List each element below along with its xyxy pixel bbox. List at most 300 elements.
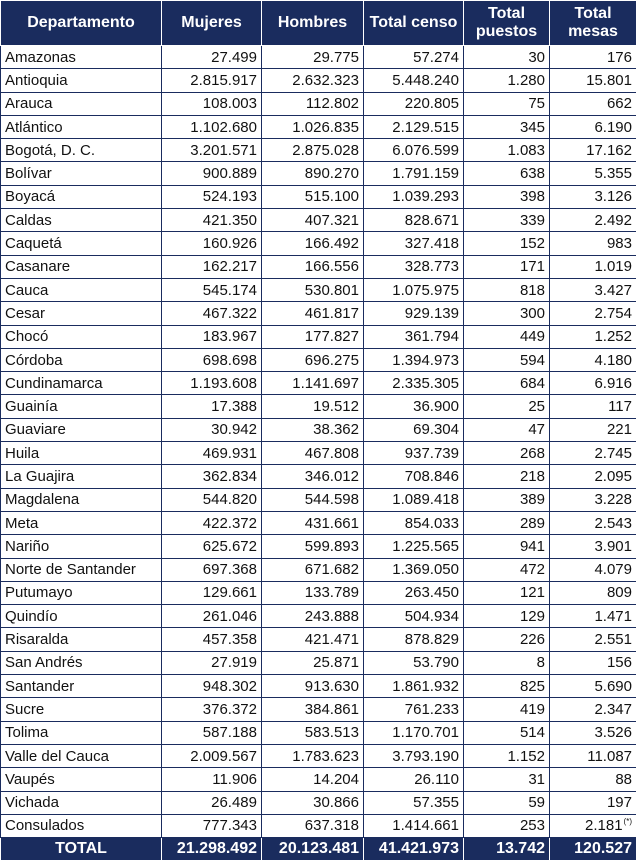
table-row — [1, 139, 636, 162]
cell-hombres — [262, 744, 364, 767]
table-row — [1, 418, 636, 441]
cell-hombres — [262, 372, 364, 395]
cell-total-mesas — [550, 465, 636, 488]
table-row — [1, 372, 636, 395]
cell-mujeres-value: 30.942 — [211, 421, 257, 438]
cell-departamento — [1, 581, 162, 604]
cell-hombres — [262, 278, 364, 301]
cell-total-censo — [364, 185, 464, 208]
cell-hombres — [262, 628, 364, 651]
cell-total-censo — [364, 675, 464, 698]
cell-total-puestos — [464, 768, 550, 791]
cell-total-puestos — [464, 651, 550, 674]
cell-total-censo-value: 1.394.973 — [392, 352, 459, 369]
cell-hombres-value: 467.808 — [305, 445, 359, 462]
total-label: TOTAL — [1, 838, 162, 861]
cell-total-mesas — [550, 581, 636, 604]
cell-hombres — [262, 511, 364, 534]
cell-departamento-value: Guaviare — [5, 421, 66, 438]
cell-hombres-value: 913.630 — [305, 678, 359, 695]
cell-departamento-value: Guainía — [5, 398, 58, 415]
cell-mujeres — [162, 442, 262, 465]
table-row — [1, 535, 636, 558]
cell-total-mesas — [550, 302, 636, 325]
table-row — [1, 581, 636, 604]
cell-departamento — [1, 605, 162, 628]
cell-hombres-value: 384.861 — [305, 701, 359, 718]
cell-total-puestos-value: 25 — [528, 398, 545, 415]
cell-total-censo-value: 937.739 — [405, 445, 459, 462]
cell-departamento-value: Consulados — [5, 817, 84, 834]
cell-mujeres-value: 697.368 — [203, 561, 257, 578]
cell-mujeres-value: 1.193.608 — [190, 375, 257, 392]
cell-total-puestos — [464, 465, 550, 488]
cell-total-puestos — [464, 418, 550, 441]
cell-hombres — [262, 581, 364, 604]
cell-total-puestos-value: 1.152 — [507, 748, 545, 765]
cell-hombres — [262, 209, 364, 232]
cell-total-mesas-value: 2.095 — [594, 468, 632, 485]
cell-departamento — [1, 232, 162, 255]
cell-hombres-value: 177.827 — [305, 328, 359, 345]
cell-hombres — [262, 675, 364, 698]
cell-departamento — [1, 791, 162, 814]
col-header-total-mesas: Total mesas — [550, 1, 636, 46]
cell-total-mesas-value: 11.087 — [587, 748, 632, 765]
cell-departamento-value: Putumayo — [5, 584, 73, 601]
table-row — [1, 488, 636, 511]
cell-departamento-value: Caquetá — [5, 235, 62, 252]
cell-total-puestos-value: 398 — [520, 188, 545, 205]
cell-total-puestos-value: 638 — [520, 165, 545, 182]
cell-total-censo-value: 69.304 — [413, 421, 459, 438]
cell-mujeres-value: 261.046 — [203, 608, 257, 625]
cell-mujeres — [162, 302, 262, 325]
cell-mujeres-value: 17.388 — [211, 398, 257, 415]
cell-total-censo — [364, 488, 464, 511]
cell-total-censo-value: 708.846 — [405, 468, 459, 485]
cell-hombres-value: 346.012 — [305, 468, 359, 485]
table-body — [1, 46, 636, 838]
cell-total-censo — [364, 581, 464, 604]
cell-total-puestos — [464, 581, 550, 604]
cell-departamento — [1, 115, 162, 138]
cell-hombres-value: 696.275 — [305, 352, 359, 369]
cell-hombres-value: 407.321 — [305, 212, 359, 229]
table-row — [1, 232, 636, 255]
cell-total-puestos-value: 941 — [520, 538, 545, 555]
cell-total-mesas-value: 6.916 — [594, 375, 632, 392]
cell-total-mesas-value: 15.801 — [586, 72, 632, 89]
cell-mujeres-value: 27.919 — [211, 654, 257, 671]
cell-departamento-value: Atlántico — [5, 119, 63, 136]
cell-hombres-value: 544.598 — [305, 491, 359, 508]
cell-hombres — [262, 535, 364, 558]
cell-total-mesas-value: 117 — [608, 398, 632, 415]
cell-hombres-value: 1.141.697 — [292, 375, 359, 392]
cell-total-puestos-value: 684 — [520, 375, 545, 392]
cell-mujeres — [162, 115, 262, 138]
cell-hombres-value: 2.875.028 — [292, 142, 359, 159]
cell-total-puestos-value: 129 — [520, 608, 545, 625]
cell-departamento — [1, 535, 162, 558]
cell-mujeres-value: 698.698 — [203, 352, 257, 369]
cell-total-puestos-value: 339 — [520, 212, 545, 229]
cell-total-puestos — [464, 185, 550, 208]
cell-departamento — [1, 558, 162, 581]
cell-total-censo-value: 26.110 — [414, 771, 459, 788]
cell-total-mesas — [550, 488, 636, 511]
cell-total-mesas — [550, 325, 636, 348]
cell-departamento-value: Casanare — [5, 258, 70, 275]
cell-total-puestos — [464, 162, 550, 185]
col-header-departamento: Departamento — [1, 1, 162, 46]
cell-hombres — [262, 721, 364, 744]
cell-mujeres — [162, 535, 262, 558]
cell-total-mesas-value: 1.252 — [594, 328, 632, 345]
cell-mujeres — [162, 814, 262, 837]
cell-total-censo-value: 878.829 — [405, 631, 459, 648]
cell-departamento — [1, 348, 162, 371]
header-row — [1, 1, 636, 46]
cell-hombres-value: 166.492 — [305, 235, 359, 252]
cell-total-mesas-value: 1.471 — [594, 608, 632, 625]
cell-total-mesas — [550, 675, 636, 698]
cell-hombres — [262, 395, 364, 418]
cell-hombres-value: 583.513 — [305, 724, 359, 741]
cell-mujeres-value: 948.302 — [203, 678, 257, 695]
cell-mujeres-value: 587.188 — [203, 724, 257, 741]
cell-total-censo — [364, 605, 464, 628]
cell-total-censo — [364, 814, 464, 837]
cell-total-censo-value: 57.355 — [413, 794, 459, 811]
cell-hombres-value: 29.775 — [313, 49, 359, 66]
cell-departamento — [1, 511, 162, 534]
cell-total-mesas — [550, 372, 636, 395]
cell-departamento — [1, 139, 162, 162]
cell-total-mesas-value: 2.543 — [594, 515, 632, 532]
cell-total-mesas — [550, 721, 636, 744]
cell-hombres-value: 1.783.623 — [292, 748, 359, 765]
cell-mujeres-value: 3.201.571 — [190, 142, 257, 159]
cell-mujeres-value: 457.358 — [203, 631, 257, 648]
cell-hombres-value: 133.789 — [305, 584, 359, 601]
cell-departamento — [1, 651, 162, 674]
cell-mujeres — [162, 581, 262, 604]
cell-departamento-value: Arauca — [5, 95, 53, 112]
cell-total-censo-value: 1.861.932 — [392, 678, 459, 695]
cell-mujeres — [162, 605, 262, 628]
cell-total-censo-value: 2.335.305 — [392, 375, 459, 392]
cell-total-censo-value: 828.671 — [405, 212, 459, 229]
cell-total-censo — [364, 115, 464, 138]
cell-total-mesas-value: 2.492 — [594, 212, 632, 229]
cell-total-censo — [364, 255, 464, 278]
cell-mujeres-value: 2.009.567 — [190, 748, 257, 765]
table-row — [1, 92, 636, 115]
cell-total-censo-value: 1.225.565 — [392, 538, 459, 555]
total-censo: 41.421.973 — [364, 838, 464, 861]
cell-mujeres — [162, 395, 262, 418]
cell-total-censo-value: 220.805 — [405, 95, 459, 112]
cell-total-puestos-value: 594 — [520, 352, 545, 369]
table-row — [1, 325, 636, 348]
table-row — [1, 255, 636, 278]
table-row — [1, 162, 636, 185]
cell-hombres — [262, 348, 364, 371]
table-row — [1, 605, 636, 628]
cell-total-puestos-value: 419 — [520, 701, 545, 718]
cell-hombres — [262, 162, 364, 185]
table-row — [1, 46, 636, 69]
cell-total-puestos-value: 1.083 — [507, 142, 545, 159]
cell-departamento — [1, 744, 162, 767]
cell-departamento-value: Vaupés — [5, 771, 55, 788]
table-row — [1, 628, 636, 651]
cell-total-censo — [364, 558, 464, 581]
cell-mujeres-value: 900.889 — [203, 165, 257, 182]
cell-hombres — [262, 325, 364, 348]
cell-total-puestos — [464, 511, 550, 534]
cell-hombres — [262, 442, 364, 465]
cell-total-mesas — [550, 185, 636, 208]
cell-total-mesas — [550, 651, 636, 674]
total-hombres: 20.123.481 — [262, 838, 364, 861]
cell-mujeres-value: 544.820 — [203, 491, 257, 508]
cell-mujeres — [162, 46, 262, 69]
cell-total-mesas — [550, 535, 636, 558]
cell-total-mesas — [550, 69, 636, 92]
cell-total-mesas — [550, 92, 636, 115]
cell-total-puestos-value: 289 — [520, 515, 545, 532]
cell-total-puestos-value: 47 — [528, 421, 545, 438]
cell-total-puestos-value: 1.280 — [507, 72, 545, 89]
cell-total-censo — [364, 768, 464, 791]
cell-total-mesas — [550, 255, 636, 278]
cell-total-puestos — [464, 372, 550, 395]
cell-hombres-value: 166.556 — [305, 258, 359, 275]
cell-departamento — [1, 488, 162, 511]
total-mujeres: 21.298.492 — [162, 838, 262, 861]
cell-total-mesas-value: 5.355 — [594, 165, 632, 182]
cell-departamento — [1, 255, 162, 278]
cell-mujeres — [162, 744, 262, 767]
cell-departamento-value: Valle del Cauca — [5, 748, 109, 765]
cell-mujeres — [162, 232, 262, 255]
cell-departamento — [1, 46, 162, 69]
cell-departamento-value: Córdoba — [5, 352, 63, 369]
col-header-hombres: Hombres — [262, 1, 364, 46]
cell-mujeres-value: 524.193 — [203, 188, 257, 205]
cell-total-mesas — [550, 418, 636, 441]
footnote-marker: (*) — [624, 817, 632, 826]
cell-total-puestos-value: 268 — [520, 445, 545, 462]
col-header-mujeres: Mujeres — [162, 1, 262, 46]
cell-departamento-value: Cauca — [5, 282, 48, 299]
cell-total-puestos-value: 152 — [520, 235, 545, 252]
cell-departamento-value: Tolima — [5, 724, 48, 741]
cell-total-puestos-value: 472 — [520, 561, 545, 578]
cell-total-puestos-value: 818 — [520, 282, 545, 299]
cell-departamento-value: Cundinamarca — [5, 375, 103, 392]
cell-total-mesas-value: 156 — [607, 654, 632, 671]
table-row — [1, 395, 636, 418]
cell-departamento-value: San Andrés — [5, 654, 83, 671]
col-header-total-puestos: Total puestos — [464, 1, 550, 46]
cell-total-censo-value: 6.076.599 — [392, 142, 459, 159]
cell-mujeres — [162, 628, 262, 651]
cell-total-censo-value: 1.369.050 — [392, 561, 459, 578]
cell-total-mesas-value: 2.551 — [594, 631, 632, 648]
cell-total-censo-value: 2.129.515 — [392, 119, 459, 136]
cell-total-mesas — [550, 209, 636, 232]
cell-total-mesas — [550, 278, 636, 301]
cell-departamento-value: Bogotá, D. C. — [5, 142, 95, 159]
cell-total-puestos-value: 59 — [528, 794, 545, 811]
cell-total-censo-value: 327.418 — [405, 235, 459, 252]
cell-hombres — [262, 302, 364, 325]
cell-mujeres-value: 160.926 — [203, 235, 257, 252]
table-row — [1, 744, 636, 767]
cell-departamento-value: Bolívar — [5, 165, 52, 182]
cell-total-censo-value: 53.790 — [413, 654, 459, 671]
cell-hombres — [262, 69, 364, 92]
cell-hombres — [262, 698, 364, 721]
cell-total-puestos-value: 514 — [520, 724, 545, 741]
cell-total-censo — [364, 209, 464, 232]
table-row — [1, 302, 636, 325]
cell-departamento-value: Cesar — [5, 305, 45, 322]
cell-hombres-value: 19.512 — [313, 398, 359, 415]
cell-departamento-value: Quindío — [5, 608, 58, 625]
cell-total-mesas — [550, 511, 636, 534]
cell-mujeres — [162, 675, 262, 698]
cell-total-mesas — [550, 395, 636, 418]
cell-mujeres-value: 11.906 — [212, 771, 257, 788]
cell-total-puestos-value: 253 — [520, 817, 545, 834]
cell-hombres-value: 14.204 — [313, 771, 359, 788]
cell-mujeres — [162, 768, 262, 791]
total-mesas: 120.527 — [550, 838, 636, 861]
cell-mujeres — [162, 162, 262, 185]
cell-total-censo — [364, 698, 464, 721]
cell-total-mesas — [550, 814, 636, 837]
cell-total-puestos — [464, 558, 550, 581]
cell-total-puestos — [464, 46, 550, 69]
cell-total-puestos — [464, 698, 550, 721]
cell-departamento-value: Meta — [5, 515, 38, 532]
cell-mujeres-value: 376.372 — [203, 701, 257, 718]
table-row — [1, 651, 636, 674]
cell-mujeres-value: 421.350 — [203, 212, 257, 229]
cell-hombres — [262, 465, 364, 488]
cell-total-puestos — [464, 232, 550, 255]
cell-total-censo — [364, 302, 464, 325]
table-row — [1, 558, 636, 581]
table-row — [1, 698, 636, 721]
cell-mujeres — [162, 465, 262, 488]
cell-total-mesas — [550, 558, 636, 581]
table-row — [1, 278, 636, 301]
cell-mujeres-value: 777.343 — [203, 817, 257, 834]
cell-departamento — [1, 372, 162, 395]
cell-total-censo — [364, 372, 464, 395]
cell-total-mesas — [550, 162, 636, 185]
cell-total-puestos — [464, 92, 550, 115]
table-row — [1, 209, 636, 232]
table-row — [1, 465, 636, 488]
cell-departamento-value: Santander — [5, 678, 74, 695]
cell-total-mesas-value: 3.526 — [594, 724, 632, 741]
cell-total-censo-value: 1.089.418 — [392, 491, 459, 508]
cell-total-mesas — [550, 139, 636, 162]
cell-total-censo — [364, 721, 464, 744]
cell-hombres-value: 25.871 — [313, 654, 359, 671]
cell-total-puestos — [464, 139, 550, 162]
cell-mujeres — [162, 651, 262, 674]
cell-total-mesas-value: 983 — [607, 235, 632, 252]
cell-departamento — [1, 162, 162, 185]
cell-departamento — [1, 721, 162, 744]
cell-hombres — [262, 558, 364, 581]
cell-departamento-value: Magdalena — [5, 491, 79, 508]
cell-mujeres — [162, 698, 262, 721]
cell-total-censo-value: 1.075.975 — [392, 282, 459, 299]
cell-departamento — [1, 675, 162, 698]
cell-departamento-value: Chocó — [5, 328, 48, 345]
cell-mujeres-value: 362.834 — [203, 468, 257, 485]
cell-total-censo-value: 1.170.701 — [392, 724, 459, 741]
cell-total-mesas-value: 17.162 — [586, 142, 632, 159]
cell-total-puestos — [464, 791, 550, 814]
cell-mujeres — [162, 372, 262, 395]
cell-total-censo — [364, 139, 464, 162]
cell-hombres-value: 637.318 — [305, 817, 359, 834]
table-row — [1, 185, 636, 208]
cell-total-censo — [364, 442, 464, 465]
cell-total-mesas — [550, 628, 636, 651]
cell-mujeres — [162, 418, 262, 441]
cell-total-puestos — [464, 325, 550, 348]
cell-departamento-value: Amazonas — [5, 49, 76, 66]
cell-total-censo-value: 36.900 — [413, 398, 459, 415]
cell-mujeres-value: 26.489 — [211, 794, 257, 811]
cell-hombres-value: 890.270 — [305, 165, 359, 182]
cell-total-censo — [364, 651, 464, 674]
cell-total-puestos — [464, 675, 550, 698]
cell-total-mesas-value: 197 — [607, 794, 632, 811]
cell-total-mesas — [550, 115, 636, 138]
cell-total-puestos — [464, 628, 550, 651]
cell-total-mesas-value: 2.181 — [585, 817, 623, 834]
cell-total-mesas-value: 3.427 — [594, 282, 632, 299]
cell-total-censo-value: 361.794 — [405, 328, 459, 345]
cell-mujeres-value: 183.967 — [203, 328, 257, 345]
cell-total-censo-value: 57.274 — [413, 49, 459, 66]
table-row — [1, 511, 636, 534]
cell-total-puestos — [464, 814, 550, 837]
cell-total-censo-value: 504.934 — [405, 608, 459, 625]
cell-total-mesas-value: 221 — [607, 421, 632, 438]
cell-total-censo-value: 263.450 — [405, 584, 459, 601]
total-row — [1, 838, 636, 861]
cell-mujeres-value: 129.661 — [203, 584, 257, 601]
cell-total-censo-value: 1.414.661 — [392, 817, 459, 834]
cell-total-mesas-value: 3.126 — [594, 188, 632, 205]
table-row — [1, 348, 636, 371]
cell-hombres-value: 38.362 — [313, 421, 359, 438]
cell-departamento — [1, 465, 162, 488]
